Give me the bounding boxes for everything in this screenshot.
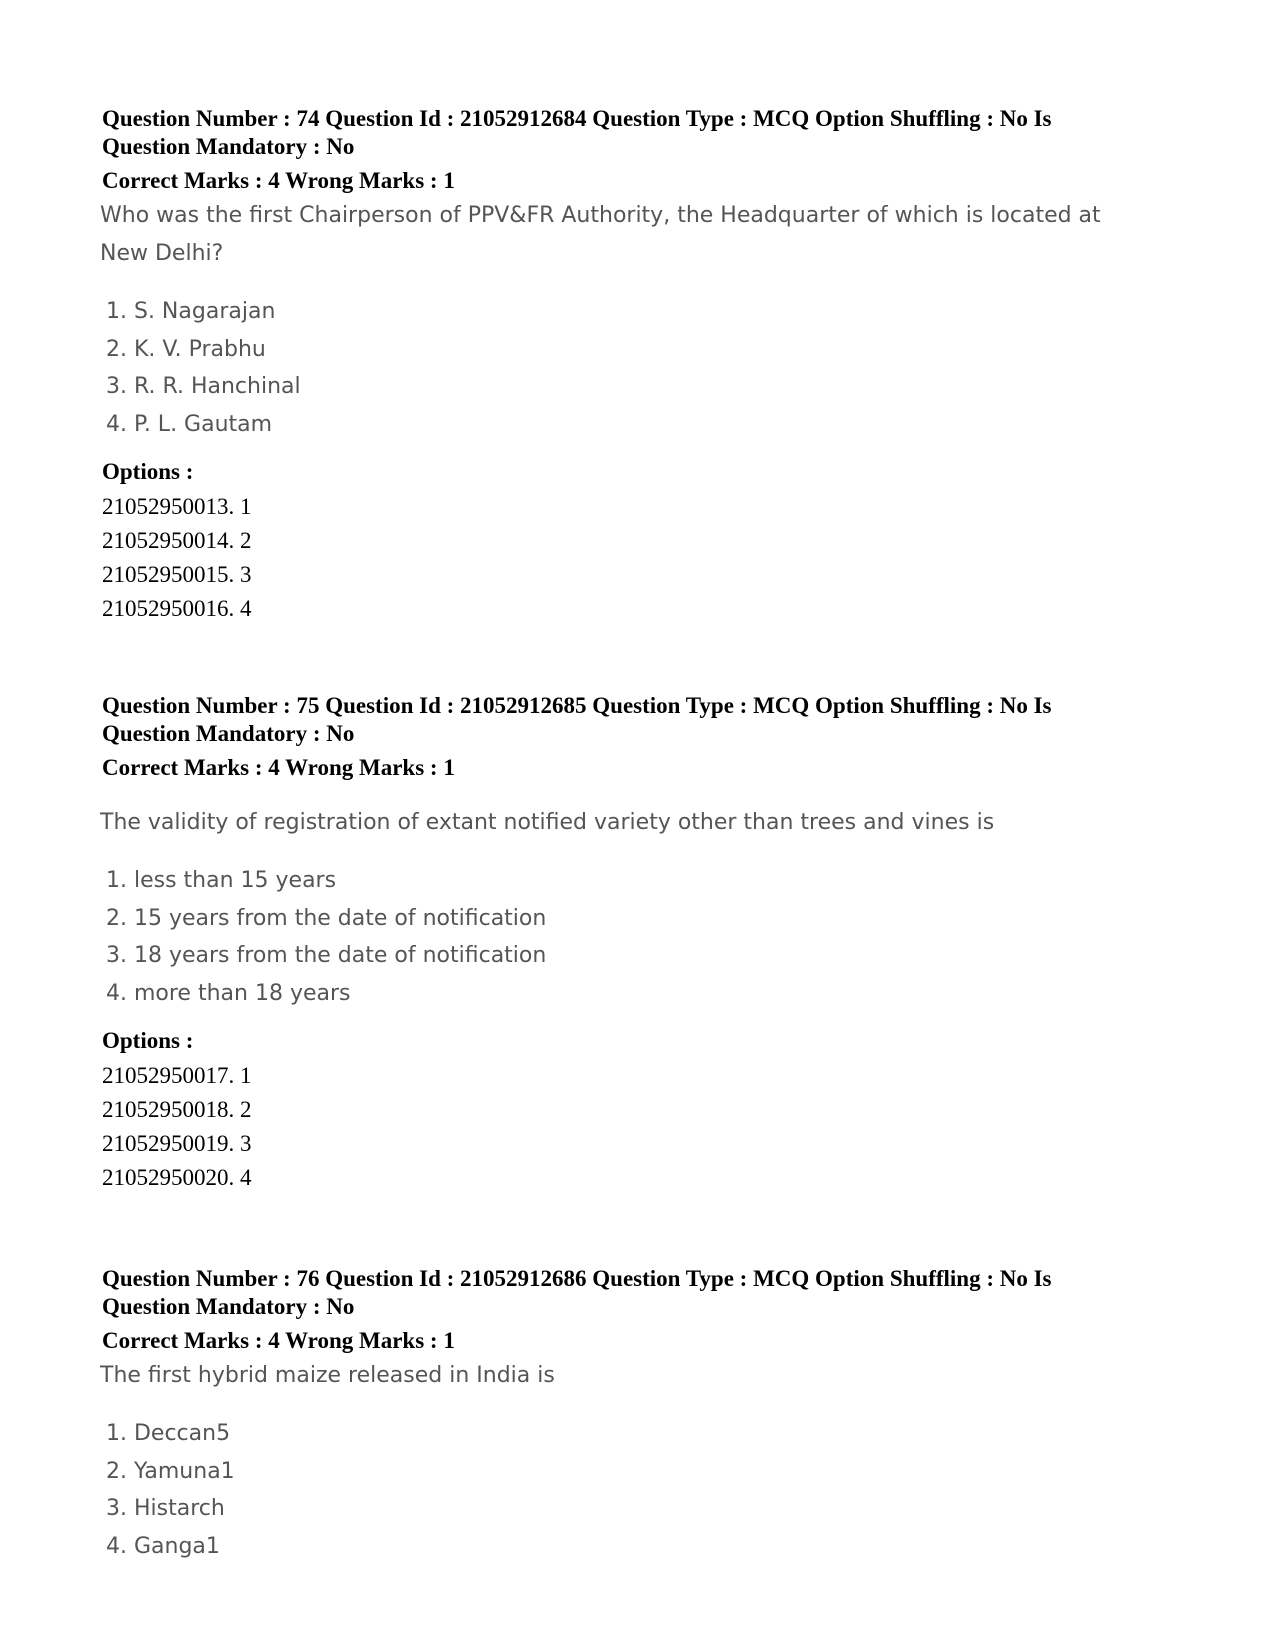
- option-id-list: [102, 1059, 1182, 1195]
- answer-choice: 2. Yamuna1: [106, 1458, 235, 1484]
- option-id: 21052950015. 3: [102, 562, 252, 587]
- option-id: 21052950019. 3: [102, 1131, 252, 1156]
- answer-choices: [102, 862, 1182, 1012]
- answer-choice: 4. P. L. Gautam: [106, 411, 273, 437]
- answer-choice: 1. S. Nagarajan: [106, 299, 276, 324]
- question-text-line: New Delhi?: [100, 241, 224, 266]
- question-block: [102, 1265, 1182, 1565]
- question-header: [102, 105, 1182, 161]
- answer-choice: 2. 15 years from the date of notification: [106, 905, 547, 931]
- option-id: 21052950013. 1: [102, 494, 252, 519]
- answer-choice: 1. less than 15 years: [106, 868, 337, 893]
- question-block: [102, 692, 1182, 1195]
- question-block: [102, 105, 1182, 626]
- option-id: 21052950020. 4: [102, 1165, 252, 1190]
- option-id-list: [102, 490, 1182, 626]
- option-id: 21052950014. 2: [102, 528, 252, 553]
- question-header: [102, 1265, 1182, 1321]
- options-label: Options :: [102, 1028, 194, 1053]
- question-text: [100, 804, 1182, 842]
- question-text-line: The validity of registration of extant notified variety other than trees and vines is: [100, 810, 995, 835]
- question-header-line: Question Mandatory : No: [102, 721, 355, 746]
- answer-choices: [102, 293, 1182, 443]
- question-text: [100, 1357, 1182, 1395]
- answer-choices: [102, 1415, 1182, 1565]
- option-id: 21052950016. 4: [102, 596, 252, 621]
- answer-choice: 4. more than 18 years: [106, 980, 351, 1006]
- question-header: [102, 692, 1182, 748]
- question-header-line: Question Number : 74 Question Id : 21052912684 Question Type : MCQ Option Shuffling : No Is: [102, 106, 1052, 131]
- question-header-line: Question Number : 76 Question Id : 21052912686 Question Type : MCQ Option Shuffling : No Is: [102, 1266, 1052, 1291]
- answer-choice: 2. K. V. Prabhu: [106, 336, 266, 362]
- question-header-line: Question Mandatory : No: [102, 1294, 355, 1319]
- answer-choice: 4. Ganga1: [106, 1533, 220, 1559]
- question-text-line: Who was the first Chairperson of PPV&FR Authority, the Headquarter of which is located at: [100, 203, 1101, 228]
- answer-choice: 3. 18 years from the date of notification: [106, 943, 547, 968]
- answer-choice: 3. Histarch: [106, 1496, 225, 1521]
- question-marks: Correct Marks : 4 Wrong Marks : 1: [102, 168, 455, 193]
- question-header-line: Question Number : 75 Question Id : 21052912685 Question Type : MCQ Option Shuffling : No Is: [102, 693, 1052, 718]
- answer-choice: 1. Deccan5: [106, 1421, 231, 1446]
- question-text: [100, 197, 1182, 273]
- question-text-line: The first hybrid maize released in India is: [100, 1363, 555, 1388]
- question-marks: Correct Marks : 4 Wrong Marks : 1: [102, 1328, 455, 1353]
- option-id: 21052950017. 1: [102, 1063, 252, 1088]
- answer-choice: 3. R. R. Hanchinal: [106, 374, 301, 399]
- options-label: Options :: [102, 459, 194, 484]
- question-header-line: Question Mandatory : No: [102, 134, 355, 159]
- option-id: 21052950018. 2: [102, 1097, 252, 1122]
- question-marks: Correct Marks : 4 Wrong Marks : 1: [102, 755, 455, 780]
